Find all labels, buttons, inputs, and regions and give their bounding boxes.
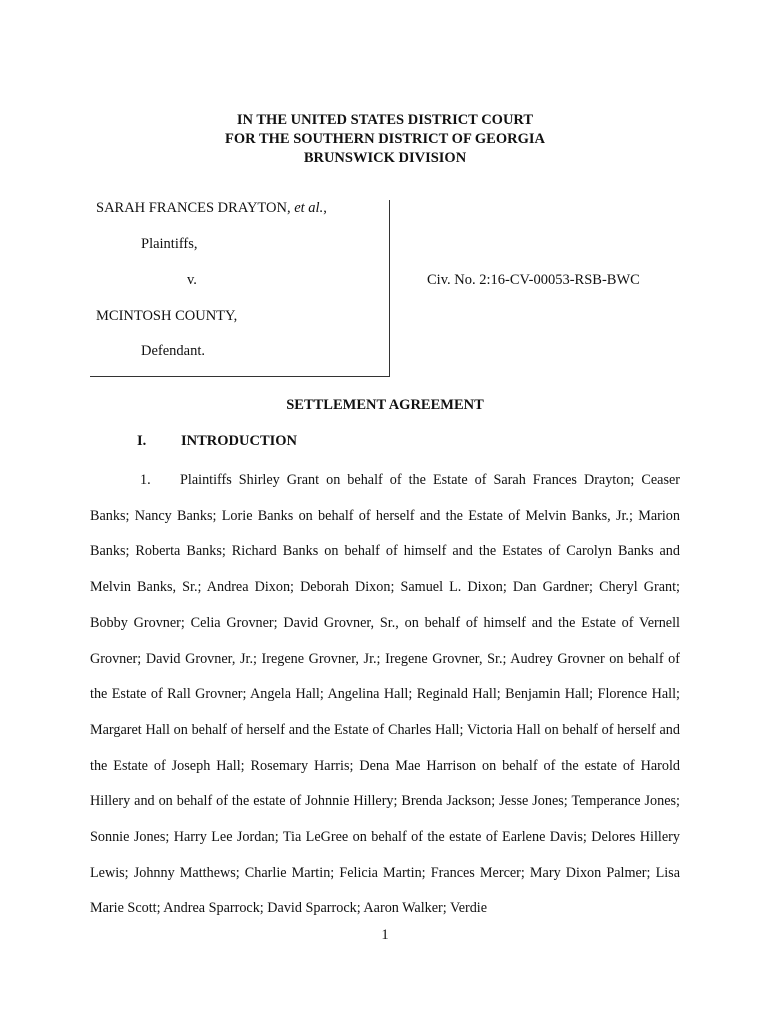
court-district-line: FOR THE SOUTHERN DISTRICT OF GEORGIA [224, 131, 545, 147]
caption-divider-horizontal [90, 376, 390, 377]
court-name-line: IN THE UNITED STATES DISTRICT COURT [236, 112, 534, 128]
court-division-line: BRUNSWICK DIVISION [303, 150, 467, 166]
caption-divider-vertical [389, 200, 390, 376]
plaintiff-party-line [96, 200, 327, 217]
paragraph-text: Plaintiffs Shirley Grant on behalf of the Estate of Sarah Frances Drayton; Ceaser Banks; Nancy Banks; Lorie Banks on behalf of herself and the Estate of Melvin Banks, Jr.; Marion Banks; Roberta Banks; Richard Banks on behalf of himself and the Estates of Carolyn Banks and Melvin Banks, Sr.; Andrea Dixon; Deborah Dixon; Samuel L. Dixon; Dan Gardner; Cheryl Grant; Bobby Grovner; Celia Grovner; David Grovner, Sr., on behalf of himself and the Estate of Vernell Grovner; David Grovner, Jr.; Iregene Grovner, Jr.; Iregene Grovner, Sr.; Audrey Grovner on behalf of the Estate of Rall Grovner; Angela Hall; Angelina Hall; Reginald Hall; Benjamin Hall; Florence Hall; Margaret Hall on behalf of herself and the Estate of Charles Hall; Victoria Hall on behalf of herself and the Estate of Joseph Hall; Rosemary Harris; Dena Mae Harrison on behalf of the estate of Harold Hillery and on behalf of the estate of Johnnie Hillery; Brenda Jackson; Jesse Jones; Temperance Jones; Sonnie Jones; Harry Lee Jordan; Tia LeGree on behalf of the estate of Earlene Davis; Delores Hillery Lewis; Johnny Matthews; Charlie Martin; Felicia Martin; Frances Mercer; Mary Dixon Palmer; Lisa Marie Scott; Andrea Sparrock; David Sparrock; Aaron Walker; Verdie [90, 472, 680, 917]
plaintiff-name: SARAH FRANCES DRAYTON, [96, 200, 291, 216]
defendant-name: MCINTOSH COUNTY, [96, 308, 238, 324]
civil-case-number: Civ. No. 2:16-CV-00053-RSB-BWC [427, 272, 640, 288]
court-header [0, 111, 770, 168]
paragraph-number: 1. [140, 472, 151, 488]
section-numeral: I. [137, 433, 147, 449]
paragraph-1 [90, 463, 680, 927]
document-title: SETTLEMENT AGREEMENT [286, 397, 484, 413]
et-al-text: et al. [294, 200, 324, 216]
versus-label: v. [187, 272, 197, 288]
page-number: 1 [381, 927, 389, 943]
plaintiffs-label: Plaintiffs, [141, 236, 198, 252]
section-heading: INTRODUCTION [181, 433, 298, 449]
plaintiff-trailing-comma: , [323, 200, 327, 216]
defendant-label: Defendant. [141, 343, 206, 359]
